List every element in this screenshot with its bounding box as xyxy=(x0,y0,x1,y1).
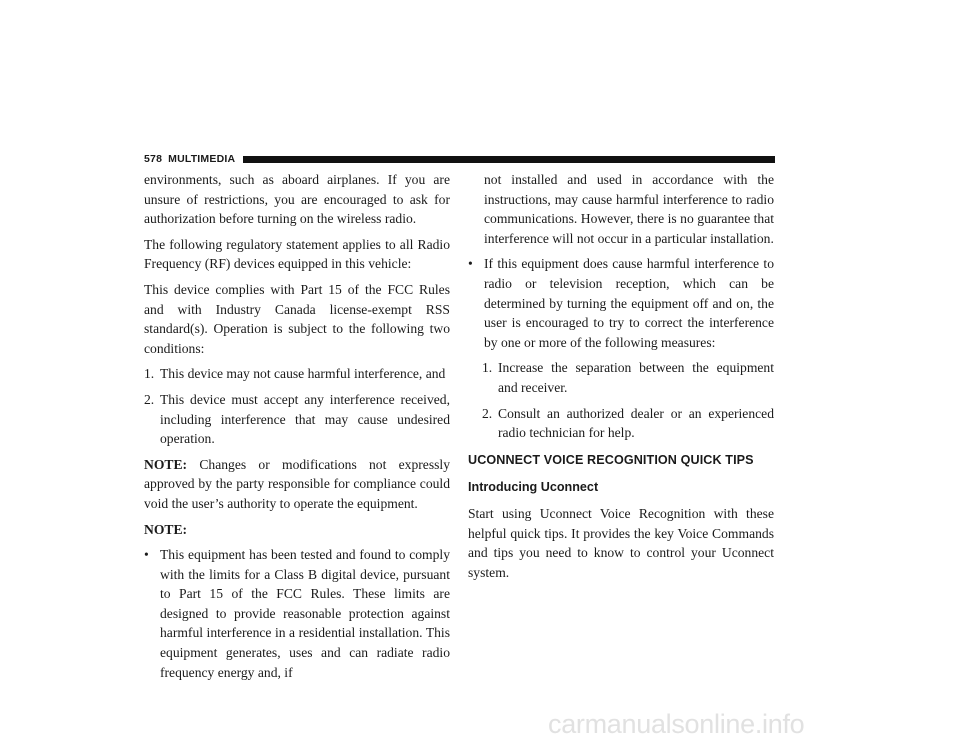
section-title: MULTIMEDIA xyxy=(168,153,236,165)
watermark: carmanualsonline.info xyxy=(548,709,805,739)
subheading: Introducing Uconnect xyxy=(468,480,599,495)
measure-text: Increase the separation between the equipment and receiver. xyxy=(498,360,774,395)
paragraph-fcc: This device complies with Part 15 of the FCC Rules and with Industry Canada license-exempt RSS standard(s). Operation is subject to the following two conditions: xyxy=(144,281,450,356)
measure-text: Consult an authorized dealer or an experienced radio technician for help. xyxy=(498,405,774,441)
bullet-text: This equipment has been tested and found to comply with the limits for a Class B digital device, pursuant to Part 15 of the FCC Rules. These limits are designed to provide reasonable protection against harmful interference in a residential installation. This equipment generates, uses and can radiate radio frequency energy and, if xyxy=(160,547,450,680)
paragraph-regulatory: The following regulatory statement applies to all Radio Frequency (RF) devices equipped in this vehicle: xyxy=(144,236,450,272)
left-column xyxy=(144,170,450,688)
paragraph-airplanes: environments, such as aboard airplanes. If you are unsure of restrictions, you are encouraged to ask for authorization before turning on the wireless radio. xyxy=(144,172,450,227)
list-item xyxy=(144,364,450,384)
note-paragraph xyxy=(144,455,450,514)
list-number: 2. xyxy=(144,391,155,407)
bullet-icon: • xyxy=(144,547,149,563)
list-number: 1. xyxy=(144,366,155,382)
list-item xyxy=(144,390,450,449)
right-column xyxy=(468,170,774,588)
note-label: NOTE: xyxy=(144,521,188,537)
measure-number: 2. xyxy=(482,405,493,421)
bullet-continuation xyxy=(468,170,774,248)
page-header xyxy=(144,151,775,167)
header-rule xyxy=(243,156,775,163)
bullet-item xyxy=(468,254,774,352)
page-number: 578 xyxy=(144,153,163,165)
bullet-icon: • xyxy=(468,256,473,272)
measure-number: 1. xyxy=(482,360,493,376)
note-label: NOTE: xyxy=(144,456,188,472)
list-text: This device may not cause harmful interference, and xyxy=(160,366,446,382)
bullet-text: If this equipment does cause harmful interference to radio or television reception, which can be determined by turning the equipment off and on, the user is encouraged to try to correct the interference by one or more of the following measures: xyxy=(484,256,774,350)
list-text: This device must accept any interference received, including interference that may cause undesired operation. xyxy=(160,391,450,447)
measure-item xyxy=(482,358,774,397)
intro-paragraph: Start using Uconnect Voice Recognition with these helpful quick tips. It provides the key Voice Commands and tips you need to know to control your Uconnect system. xyxy=(468,505,774,580)
note-text: Changes or modifications not expressly approved by the party responsible for compliance could void the user’s authority to operate the equipment. xyxy=(144,456,450,511)
bullet-text: not installed and used in accordance with the instructions, may cause harmful interference to radio communications. However, there is no guarantee that interference will not occur in a particular installation. xyxy=(484,172,774,246)
bullet-item xyxy=(144,545,450,682)
note-label-standalone xyxy=(144,520,450,540)
section-heading: UCONNECT VOICE RECOGNITION QUICK TIPS xyxy=(468,452,754,467)
measure-item xyxy=(482,404,774,443)
